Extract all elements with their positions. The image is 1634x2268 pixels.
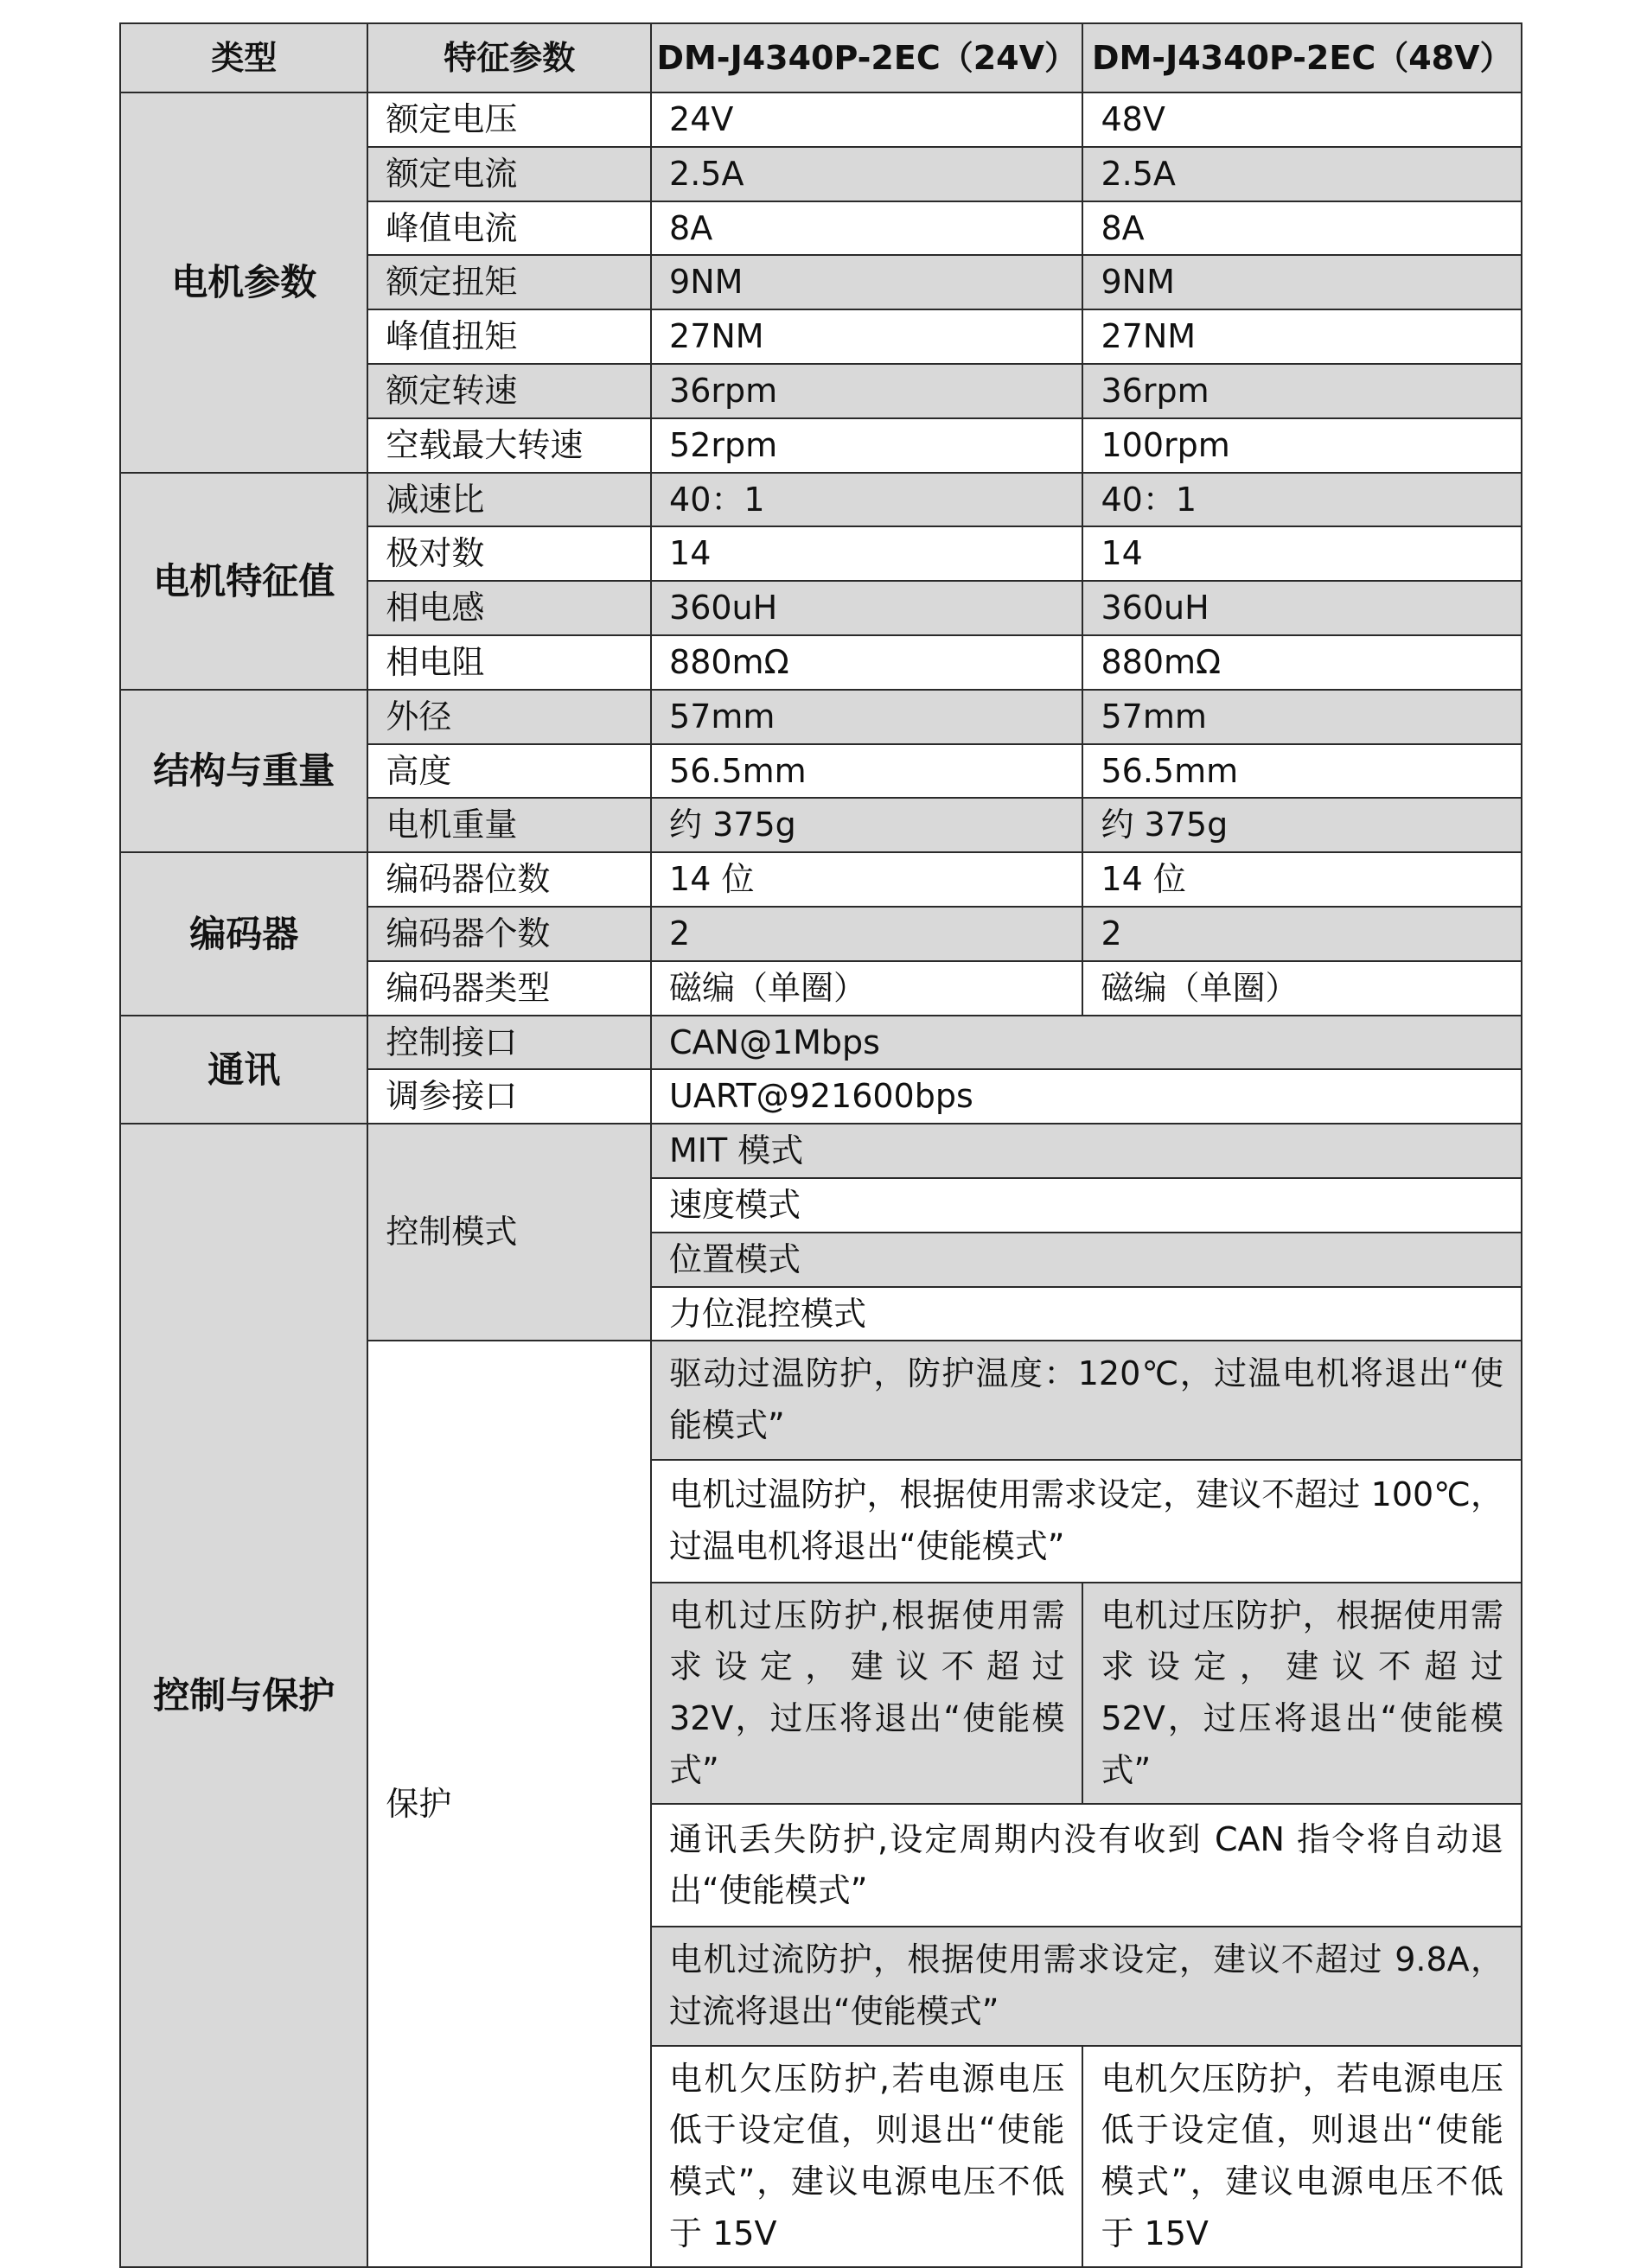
value-24v: 56.5mm xyxy=(651,744,1082,799)
table-row xyxy=(120,852,1522,907)
value-24v: 40：1 xyxy=(651,473,1082,527)
value-48v: 9NM xyxy=(1082,255,1522,309)
value-48v: 27NM xyxy=(1082,309,1522,364)
header-model-24v: DM-J4340P-2EC（24V） xyxy=(651,23,1082,92)
param-label: 减速比 xyxy=(367,473,651,527)
value-48v: 56.5mm xyxy=(1082,744,1522,799)
value-48v: 48V xyxy=(1082,92,1522,147)
value-24v: 2.5A xyxy=(651,147,1082,201)
value-24v: 2 xyxy=(651,907,1082,961)
protection-overvoltage-24v: 电机过压防护,根据使用需求设定，建议不超过 32V，过压将退出“使能模式” xyxy=(651,1583,1082,1805)
value-24v: 27NM xyxy=(651,309,1082,364)
header-type: 类型 xyxy=(120,23,367,92)
param-label: 额定电流 xyxy=(367,147,651,201)
value-48v: 14 位 xyxy=(1082,852,1522,907)
value-24v: 880mΩ xyxy=(651,635,1082,690)
value-48v: 约 375g xyxy=(1082,798,1522,852)
value-48v: 2.5A xyxy=(1082,147,1522,201)
value-24v: 磁编（单圈） xyxy=(651,961,1082,1016)
protection-comm-loss: 通讯丢失防护,设定周期内没有收到 CAN 指令将自动退出“使能模式” xyxy=(651,1804,1522,1927)
protection-undervoltage-48v: 电机欠压防护，若电源电压低于设定值，则退出“使能模式”，建议电源电压不低于 15V xyxy=(1082,2046,1522,2268)
group-structure-weight: 结构与重量 xyxy=(120,690,367,852)
value-shared: UART@921600bps xyxy=(651,1069,1522,1124)
value-24v: 52rpm xyxy=(651,418,1082,473)
value-48v: 14 xyxy=(1082,526,1522,581)
value-24v: 57mm xyxy=(651,690,1082,744)
control-mode-item: MIT 模式 xyxy=(651,1124,1522,1178)
param-label-protection: 保护 xyxy=(367,1341,651,2267)
table-row xyxy=(120,1016,1522,1070)
protection-overcurrent: 电机过流防护，根据使用需求设定，建议不超过 9.8A，过流将退出“使能模式” xyxy=(651,1927,1522,2045)
param-label: 峰值扭矩 xyxy=(367,309,651,364)
value-48v: 40：1 xyxy=(1082,473,1522,527)
param-label: 额定电压 xyxy=(367,92,651,147)
control-mode-item: 位置模式 xyxy=(651,1233,1522,1287)
value-24v: 14 xyxy=(651,526,1082,581)
control-mode-item: 速度模式 xyxy=(651,1178,1522,1233)
param-label: 编码器类型 xyxy=(367,961,651,1016)
value-24v: 14 位 xyxy=(651,852,1082,907)
group-control-protection: 控制与保护 xyxy=(120,1124,367,2267)
param-label: 电机重量 xyxy=(367,798,651,852)
header-row xyxy=(120,23,1522,92)
param-label: 相电阻 xyxy=(367,635,651,690)
value-48v: 100rpm xyxy=(1082,418,1522,473)
spec-table xyxy=(119,22,1522,2268)
param-label: 峰值电流 xyxy=(367,201,651,256)
value-48v: 2 xyxy=(1082,907,1522,961)
param-label: 空载最大转速 xyxy=(367,418,651,473)
table-row xyxy=(120,1124,1522,1178)
param-label: 极对数 xyxy=(367,526,651,581)
param-label: 编码器位数 xyxy=(367,852,651,907)
value-24v: 8A xyxy=(651,201,1082,256)
param-label-control-modes: 控制模式 xyxy=(367,1124,651,1341)
protection-motor-overtemp: 电机过温防护，根据使用需求设定，建议不超过 100℃，过温电机将退出“使能模式” xyxy=(651,1460,1522,1583)
value-48v: 880mΩ xyxy=(1082,635,1522,690)
value-24v: 约 375g xyxy=(651,798,1082,852)
value-24v: 360uH xyxy=(651,581,1082,635)
value-48v: 8A xyxy=(1082,201,1522,256)
value-48v: 磁编（单圈） xyxy=(1082,961,1522,1016)
protection-undervoltage-24v: 电机欠压防护,若电源电压低于设定值，则退出“使能模式”，建议电源电压不低于 15V xyxy=(651,2046,1082,2268)
value-48v: 36rpm xyxy=(1082,364,1522,418)
protection-driver-overtemp: 驱动过温防护，防护温度：120℃，过温电机将退出“使能模式” xyxy=(651,1341,1522,1459)
param-label: 额定扭矩 xyxy=(367,255,651,309)
header-model-48v: DM-J4340P-2EC（48V） xyxy=(1082,23,1522,92)
group-comm: 通讯 xyxy=(120,1016,367,1124)
group-motor-characteristics: 电机特征值 xyxy=(120,473,367,690)
param-label: 相电感 xyxy=(367,581,651,635)
param-label: 控制接口 xyxy=(367,1016,651,1070)
table-row xyxy=(120,473,1522,527)
param-label: 编码器个数 xyxy=(367,907,651,961)
param-label: 高度 xyxy=(367,744,651,799)
group-motor-params: 电机参数 xyxy=(120,92,367,473)
header-param: 特征参数 xyxy=(367,23,651,92)
table-row xyxy=(120,92,1522,147)
control-mode-item: 力位混控模式 xyxy=(651,1287,1522,1341)
table-row xyxy=(120,690,1522,744)
param-label: 调参接口 xyxy=(367,1069,651,1124)
value-shared: CAN@1Mbps xyxy=(651,1016,1522,1070)
param-label: 额定转速 xyxy=(367,364,651,418)
value-48v: 57mm xyxy=(1082,690,1522,744)
value-24v: 9NM xyxy=(651,255,1082,309)
value-24v: 36rpm xyxy=(651,364,1082,418)
param-label: 外径 xyxy=(367,690,651,744)
value-24v: 24V xyxy=(651,92,1082,147)
group-encoder: 编码器 xyxy=(120,852,367,1015)
value-48v: 360uH xyxy=(1082,581,1522,635)
protection-overvoltage-48v: 电机过压防护，根据使用需求设定，建议不超过 52V，过压将退出“使能模式” xyxy=(1082,1583,1522,1805)
